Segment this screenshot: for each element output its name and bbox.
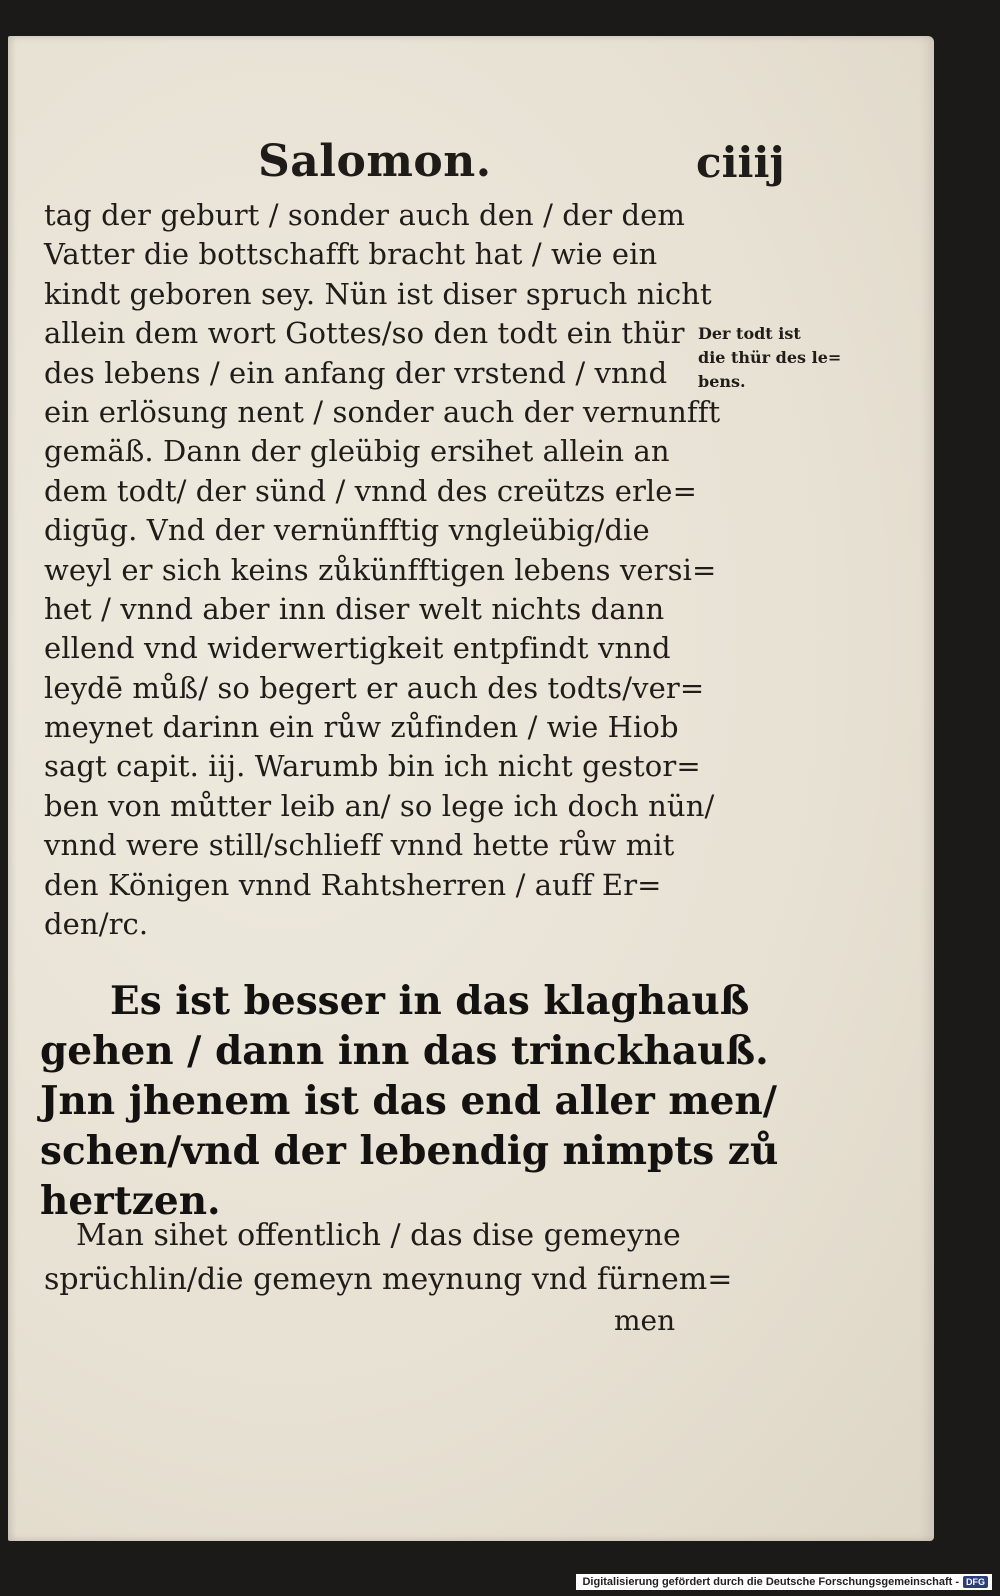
text-line: den Königen vnnd Rahtsherren / auff Er= — [44, 867, 662, 902]
body-paragraph — [44, 196, 721, 944]
heading-line: hertzen. — [40, 1178, 221, 1224]
text-line: ben von můtter leib an/ so lege ich doch nün/ — [44, 788, 715, 823]
text-line: het / vnnd aber inn diser welt nichts dann — [44, 591, 665, 626]
marginal-note — [698, 322, 858, 394]
text-line: weyl er sich keins zůkünfftigen lebens versi= — [44, 552, 717, 587]
marginal-line: bens. — [698, 372, 746, 391]
text-line: digūg. Vnd der vernünfftig vngleübig/die — [44, 513, 650, 548]
heading-line: Jnn jhenem ist das end aller men/ — [40, 1078, 778, 1124]
text-line: Man sihet offentlich / das dise gemeyne — [76, 1218, 681, 1253]
heading-line: Es ist besser in das klaghauß — [110, 978, 750, 1024]
heading-line: gehen / dann inn das trinckhauß. — [40, 1028, 769, 1074]
text-line: meynet darinn ein růw zůfinden / wie Hiob — [44, 710, 679, 745]
running-head: Salomon. — [258, 136, 492, 187]
commentary-paragraph — [44, 1214, 733, 1302]
text-line: dem todt/ der sünd / vnnd des creützs erle= — [44, 473, 697, 508]
text-line: ellend vnd widerwertigkeit entpfindt vnnd — [44, 631, 671, 666]
text-line: den/rc. — [44, 907, 149, 942]
text-line: sprüchlin/die gemeyn meynung vnd fürnem= — [44, 1262, 733, 1297]
text-line: sagt capit. iij. Warumb bin ich nicht gestor= — [44, 749, 701, 784]
marginal-line: die thür des le= — [698, 348, 842, 367]
folio-number: ciiij — [696, 138, 785, 187]
heading-line: schen/vnd der lebendig nimpts zů — [40, 1128, 779, 1174]
dfg-logo: DFG — [963, 1576, 988, 1588]
credit-text: Digitalisierung gefördert durch die Deutsche Forschungsgemeinschaft - — [582, 1576, 959, 1588]
catchword: men — [614, 1304, 676, 1337]
book-page — [8, 36, 934, 1541]
text-line: leydē můß/ so begert er auch des todts/ver= — [44, 670, 705, 705]
text-line: des lebens / ein anfang der vrstend / vnnd — [44, 355, 668, 390]
text-line: vnnd were still/schlieff vnnd hette růw mit — [44, 828, 675, 863]
text-line: kindt geboren sey. Nün ist diser spruch nicht — [44, 276, 712, 311]
text-line: ein erlösung nent / sonder auch der vernunfft — [44, 394, 721, 429]
scripture-heading — [40, 976, 779, 1226]
digitization-credit — [576, 1574, 992, 1590]
text-line: allein dem wort Gottes/so den todt ein thür — [44, 316, 685, 351]
text-line: gemäß. Dann der gleübig ersihet allein an — [44, 434, 670, 469]
text-line: Vatter die bottschafft bracht hat / wie ein — [44, 237, 658, 272]
text-line: tag der geburt / sonder auch den / der dem — [44, 198, 685, 232]
marginal-line: Der todt ist — [698, 324, 801, 343]
